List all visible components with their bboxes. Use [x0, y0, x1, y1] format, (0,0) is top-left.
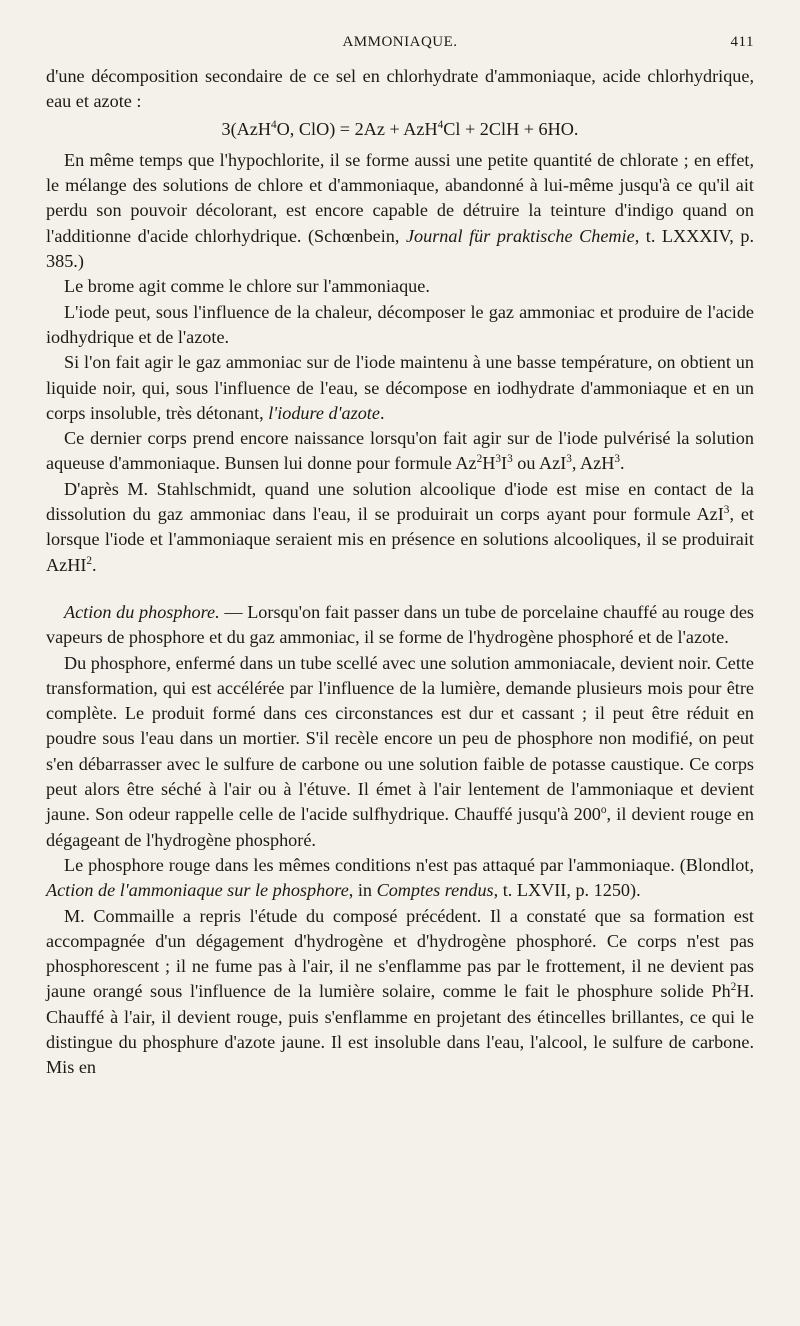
equation: 3(AzH$^4$O, ClO) = 2Az + AzH$^4$Cl + 2ClH + 6HO.	[221, 118, 579, 139]
page-body	[46, 64, 754, 1081]
paragraph-6: Ce dernier corps prend encore naissance lorsqu'on fait agir sur de l'iode pulvérisé la solution aqueuse d'ammoniaque. Bunsen lui donne pour formule $Az^2H^3I^3$ ou AzI$^3$, AzH$^3$.	[46, 428, 754, 474]
paragraph-7: D'après M. Stahlschmidt, quand une solution alcoolique d'iode est mise en contact de la dissolution du gaz ammoniac dans l'eau, il se produirait un corps ayant pour formule AzI$^3$, et lorsque l'iode et l'ammoniaque seraient mis en présence en solutions alcooliques, il se produirait AzHI$^2$.	[46, 478, 754, 575]
section-heading: Action du phosphore.	[64, 601, 220, 622]
paragraph-11: M. Commaille a repris l'étude du composé précédent. Il a constaté que sa formation est accompagnée d'un dégagement d'hydrogène et d'hydrogène phosphoré. Ce corps n'est pas phosphorescent ; il ne fume pas à l'air, il ne s'enflamme pas par le frottement, il ne devient pas jaune orangé sous l'influence de la lumière solaire, comme le fait le phosphure solide Ph$^2$H. Chauffé à l'air, il devient rouge, puis s'enflamme en projetant des étincelles brillantes, ce qui le distingue du phosphure d'azote jaune. Il est insoluble dans l'eau, l'alcool, le sulfure de carbone. Mis en	[46, 905, 754, 1078]
journal-title: Journal für praktische Chemie	[405, 225, 635, 246]
paragraph-5: Si l'on fait agir le gaz ammoniac sur de l'iode maintenu à une basse température, on obtient un liquide noir, qui, sous l'influence de l'eau, se décompose en iodhydrate d'ammoniaque et en un corps insoluble, très détonant, l'iodure d'azote.	[46, 352, 754, 423]
paragraph-3: Le brome agit comme le chlore sur l'ammoniaque.	[64, 276, 430, 297]
running-title: AMMONIAQUE.	[342, 34, 458, 50]
page-number: 411	[730, 34, 754, 50]
iodure-term: l'iodure d'azote	[268, 402, 380, 423]
section-gap	[46, 578, 754, 600]
paragraph-9: Du phosphore, enfermé dans un tube scellé avec une solution ammoniacale, devient noir. Cette transformation, qui est accélérée par l'influence de la lumière, demande plusieurs mois pour être complète. Le produit formé dans ces circonstances est dur et cassant ; il peut être réduit en poudre sous l'eau dans un mortier. S'il recèle encore un peu de phosphore non modifié, on peut s'en débarrasser avec le sulfure de carbone ou une solution faible de potasse caustique. Ce corps peut alors être séché à l'air ou à l'étuve. Il émet à l'air lentement de l'ammoniaque et devient jaune. Son odeur rappelle celle de l'acide sulfhydrique. Chauffé jusqu'à 200$^o$, il devient rouge en dégageant de l'hydrogène phosphoré.	[46, 652, 755, 850]
running-header	[46, 34, 754, 56]
paragraph-8: Action du phosphore. — Lorsqu'on fait passer dans un tube de porcelaine chauffé au rouge des vapeurs de phosphore et du gaz ammoniac, il se forme de l'hydrogène phosphoré et de l'azote.	[46, 601, 754, 648]
paragraph-10: Le phosphore rouge dans les mêmes conditions n'est pas attaqué par l'ammoniaque. (Blondlot, Action de l'ammoniaque sur le phosphore, in Comptes rendus, t. LXVII, p. 1250).	[46, 854, 754, 901]
paragraph-1: d'une décomposition secondaire de ce sel en chlorhydrate d'ammoniaque, acide chlorhydrique, eau et azote :	[46, 66, 754, 112]
journal-title-2: Comptes rendus	[376, 880, 494, 901]
paragraph-4: L'iode peut, sous l'influence de la chaleur, décomposer le gaz ammoniac et produire de l'acide iodhydrique et de l'azote.	[46, 301, 754, 347]
article-title: Action de l'ammoniaque sur le phosphore	[46, 880, 349, 901]
paragraph-2: En même temps que l'hypochlorite, il se forme aussi une petite quantité de chlorate ; en effet, le mélange des solutions de chlore et d'ammoniaque, abandonné à lui-même jusqu'à ce qu'il ait perdu son pouvoir décolorant, est encore capable de détruire la teinture d'indigo quand on l'additionne d'acide chlorhydrique. (Schœnbein, Journal für praktische Chemie, t. LXXXIV, p. 385.)	[46, 149, 754, 272]
